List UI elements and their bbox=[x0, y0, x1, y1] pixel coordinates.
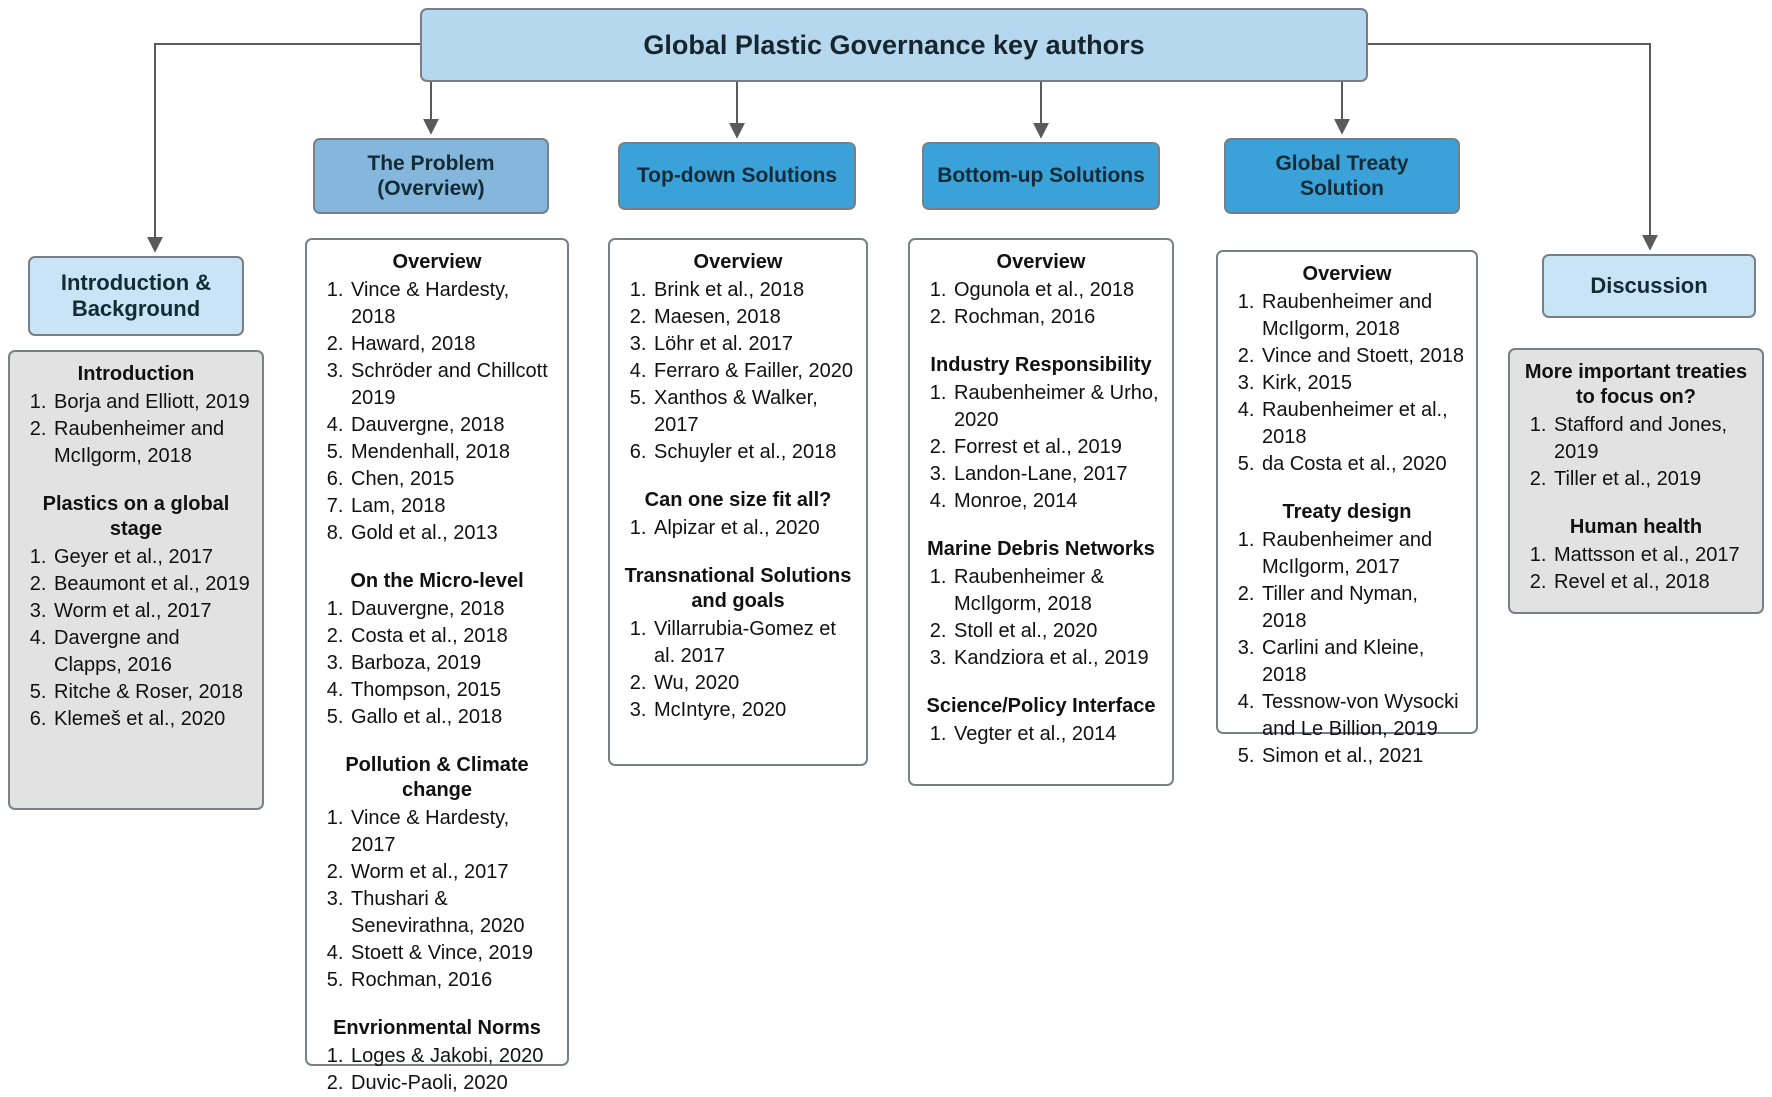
reference-item: 4. Dauvergne, 2018 bbox=[349, 412, 555, 439]
reference-item: 2. Tiller and Nyman, 2018 bbox=[1260, 581, 1464, 635]
reference-item: 5. Xanthos & Walker, 2017 bbox=[652, 385, 854, 439]
reference-item: 6. Klemeš et al., 2020 bbox=[52, 706, 250, 733]
reference-item: 1. Mattsson et al., 2017 bbox=[1552, 542, 1750, 569]
reference-list bbox=[1522, 542, 1750, 596]
intro-content-box bbox=[8, 350, 264, 810]
reference-item: 2. Raubenheimer and McIlgorm, 2018 bbox=[52, 416, 250, 470]
reference-item: 2. Rochman, 2016 bbox=[952, 304, 1160, 331]
reference-item: 4. Thompson, 2015 bbox=[349, 677, 555, 704]
section-heading: Marine Debris Networks bbox=[927, 538, 1155, 560]
reference-item: 2. Revel et al., 2018 bbox=[1552, 569, 1750, 596]
reference-list bbox=[622, 616, 854, 724]
reference-item: 1. Raubenheimer and McIlgorm, 2018 bbox=[1260, 289, 1464, 343]
intro-header-label: Introduction & Background bbox=[60, 269, 212, 321]
reference-item: 2. Beaumont et al., 2019 bbox=[52, 571, 250, 598]
reference-item: 2. Vince and Stoett, 2018 bbox=[1260, 343, 1464, 370]
reference-item: 3. Carlini and Kleine, 2018 bbox=[1260, 635, 1464, 689]
reference-item: 5. Mendenhall, 2018 bbox=[349, 439, 555, 466]
section-heading: Treaty design bbox=[1282, 501, 1412, 523]
section-heading: On the Micro-level bbox=[350, 570, 524, 592]
reference-item: 4. Stoett & Vince, 2019 bbox=[349, 940, 555, 967]
reference-list bbox=[622, 515, 854, 542]
reference-item: 7. Lam, 2018 bbox=[349, 493, 555, 520]
reference-item: 2. Stoll et al., 2020 bbox=[952, 618, 1160, 645]
section-heading: Human health bbox=[1569, 516, 1703, 538]
reference-list bbox=[319, 1043, 555, 1097]
bottomup-header-box bbox=[922, 142, 1160, 210]
problem-header-box bbox=[313, 138, 549, 214]
bottomup-content-box bbox=[908, 238, 1174, 786]
section-heading: Plastics on a global stage bbox=[42, 493, 230, 540]
reference-item: 8. Gold et al., 2013 bbox=[349, 520, 555, 547]
reference-item: 1. Raubenheimer and McIlgorm, 2017 bbox=[1260, 527, 1464, 581]
reference-item: 1. Stafford and Jones, 2019 bbox=[1552, 412, 1750, 466]
reference-item: 4. Monroe, 2014 bbox=[952, 488, 1160, 515]
reference-list bbox=[622, 277, 854, 466]
section-heading: Overview bbox=[996, 251, 1086, 273]
reference-item: 1. Vince & Hardesty, 2017 bbox=[349, 805, 555, 859]
section-heading: Can one size fit all? bbox=[644, 489, 832, 511]
reference-item: 3. Schröder and Chillcott 2019 bbox=[349, 358, 555, 412]
reference-item: 2. Forrest et al., 2019 bbox=[952, 434, 1160, 461]
reference-item: 1. Vince & Hardesty, 2018 bbox=[349, 277, 555, 331]
reference-item: 1. Borja and Elliott, 2019 bbox=[52, 389, 250, 416]
section-heading: Transnational Solutions and goals bbox=[624, 565, 852, 612]
section-heading: Envrionmental Norms bbox=[333, 1017, 541, 1039]
reference-item: 3. Kirk, 2015 bbox=[1260, 370, 1464, 397]
reference-item: 2. Maesen, 2018 bbox=[652, 304, 854, 331]
section-heading: Pollution & Climate change bbox=[345, 754, 529, 801]
reference-item: 4. Tessnow-von Wysocki and Le Billion, 2019 bbox=[1260, 689, 1464, 743]
topdown-header-box bbox=[618, 142, 856, 210]
reference-item: 6. Schuyler et al., 2018 bbox=[652, 439, 854, 466]
reference-item: 5. da Costa et al., 2020 bbox=[1260, 451, 1464, 478]
reference-list bbox=[22, 544, 250, 733]
reference-list bbox=[319, 596, 555, 731]
reference-list bbox=[319, 805, 555, 994]
reference-item: 1. Dauvergne, 2018 bbox=[349, 596, 555, 623]
treaty-content-box bbox=[1216, 250, 1478, 767]
treaty-header-box bbox=[1224, 138, 1460, 214]
discussion-header-box bbox=[1542, 254, 1756, 318]
reference-item: 2. Haward, 2018 bbox=[349, 331, 555, 358]
reference-item: 2. Duvic-Paoli, 2020 bbox=[349, 1070, 555, 1097]
reference-item: 4. Ferraro & Failler, 2020 bbox=[652, 358, 854, 385]
reference-list bbox=[22, 389, 250, 470]
reference-item: 5. Rochman, 2016 bbox=[349, 967, 555, 994]
reference-item: 1. Brink et al., 2018 bbox=[652, 277, 854, 304]
reference-item: 1. Geyer et al., 2017 bbox=[52, 544, 250, 571]
reference-item: 2. Costa et al., 2018 bbox=[349, 623, 555, 650]
reference-item: 1. Raubenheimer & Urho, 2020 bbox=[952, 380, 1160, 434]
section-heading: Science/Policy Interface bbox=[926, 695, 1156, 717]
reference-item: 1. Alpizar et al., 2020 bbox=[652, 515, 854, 542]
reference-item: 1. Raubenheimer & McIlgorm, 2018 bbox=[952, 564, 1160, 618]
problem-content-box bbox=[305, 238, 569, 1094]
discussion-content-box bbox=[1508, 348, 1764, 614]
reference-item: 3. Worm et al., 2017 bbox=[52, 598, 250, 625]
reference-item: 3. McIntyre, 2020 bbox=[652, 697, 854, 724]
reference-item: 4. Davergne and Clapps, 2016 bbox=[52, 625, 250, 679]
problem-header-label: The Problem (Overview) bbox=[367, 151, 495, 200]
reference-item: 3. Thushari & Senevirathna, 2020 bbox=[349, 886, 555, 940]
reference-list bbox=[319, 277, 555, 547]
section-heading: More important treaties to focus on? bbox=[1524, 361, 1748, 408]
reference-item: 2. Wu, 2020 bbox=[652, 670, 854, 697]
reference-list bbox=[1230, 527, 1464, 770]
reference-item: 5. Gallo et al., 2018 bbox=[349, 704, 555, 731]
intro-header-box bbox=[28, 256, 244, 336]
reference-list bbox=[922, 380, 1160, 515]
reference-item: 1. Villarrubia-Gomez et al. 2017 bbox=[652, 616, 854, 670]
reference-list bbox=[1522, 412, 1750, 493]
title-box bbox=[420, 8, 1368, 82]
reference-item: 3. Barboza, 2019 bbox=[349, 650, 555, 677]
reference-item: 1. Vegter et al., 2014 bbox=[952, 721, 1160, 748]
reference-item: 1. Loges & Jakobi, 2020 bbox=[349, 1043, 555, 1070]
reference-item: 3. Löhr et al. 2017 bbox=[652, 331, 854, 358]
section-heading: Overview bbox=[392, 251, 482, 273]
reference-item: 1. Ogunola et al., 2018 bbox=[952, 277, 1160, 304]
discussion-header-label: Discussion bbox=[1590, 272, 1708, 298]
reference-list bbox=[922, 721, 1160, 748]
section-heading: Industry Responsibility bbox=[930, 354, 1152, 376]
reference-item: 5. Ritche & Roser, 2018 bbox=[52, 679, 250, 706]
reference-item: 3. Landon-Lane, 2017 bbox=[952, 461, 1160, 488]
diagram-title: Global Plastic Governance key authors bbox=[643, 29, 1145, 60]
bottomup-header-label: Bottom-up Solutions bbox=[937, 164, 1145, 188]
reference-item: 2. Tiller et al., 2019 bbox=[1552, 466, 1750, 493]
treaty-header-label: Global Treaty Solution bbox=[1275, 151, 1409, 200]
reference-item: 5. Simon et al., 2021 bbox=[1260, 743, 1464, 770]
section-heading: Overview bbox=[1302, 263, 1392, 285]
reference-list bbox=[1230, 289, 1464, 478]
section-heading: Introduction bbox=[77, 363, 195, 385]
reference-item: 4. Raubenheimer et al., 2018 bbox=[1260, 397, 1464, 451]
section-heading: Overview bbox=[693, 251, 783, 273]
reference-list bbox=[922, 277, 1160, 331]
topdown-content-box bbox=[608, 238, 868, 766]
reference-item: 6. Chen, 2015 bbox=[349, 466, 555, 493]
reference-item: 2. Worm et al., 2017 bbox=[349, 859, 555, 886]
reference-list bbox=[922, 564, 1160, 672]
reference-item: 3. Kandziora et al., 2019 bbox=[952, 645, 1160, 672]
topdown-header-label: Top-down Solutions bbox=[636, 164, 838, 188]
